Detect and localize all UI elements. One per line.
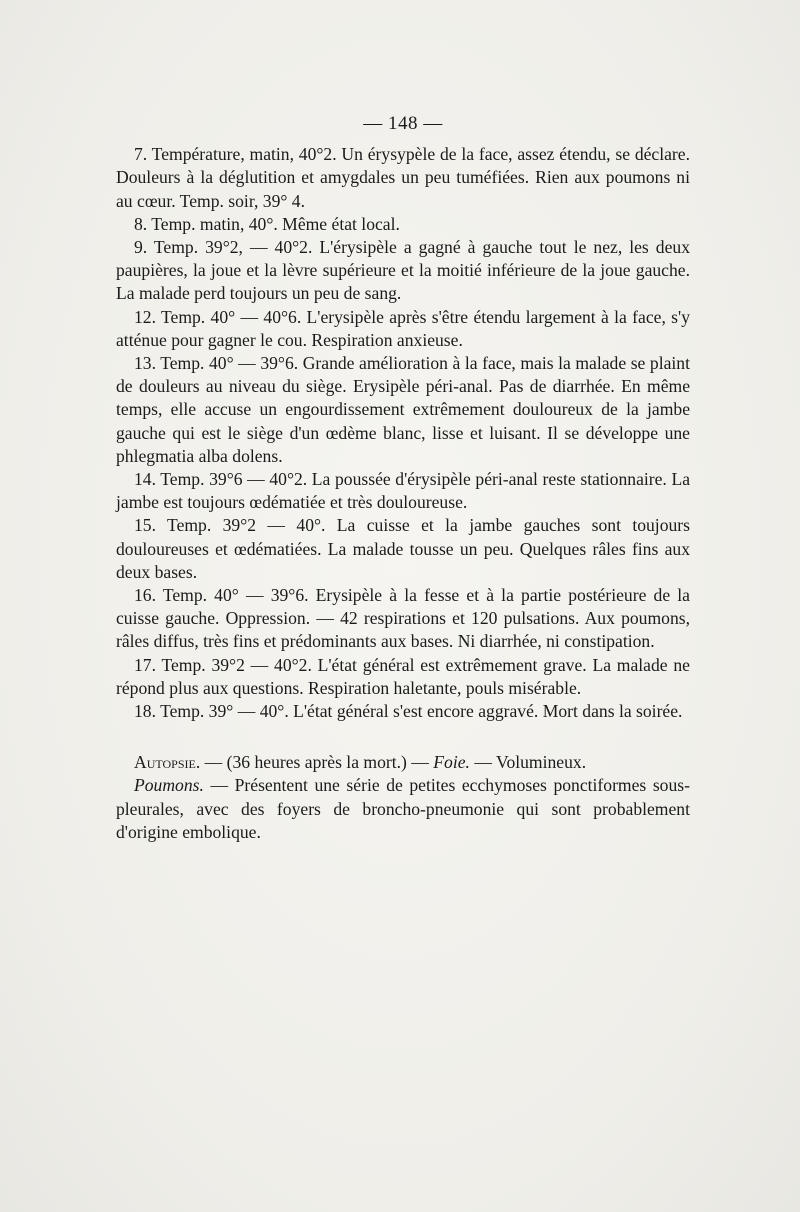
entry-day-16: 16. Temp. 40° — 39°6. Erysipèle à la fesse et à la partie postérieure de la cuisse gauche. Oppression. — 42 respirations et 120 pulsations. Aux poumons, râles diffus, très fins et prédominants aux bases. Ni diarrhée, ni constipation. [116,585,690,652]
page-number: — 148 — [363,113,443,134]
poumons-label: Poumons. [134,775,204,796]
entry-day-14: 14. Temp. 39°6 — 40°2. La poussée d'érysipèle péri-anal reste stationnaire. La jambe est toujours œdématiée et très douloureuse. [116,469,690,513]
poumons-paragraph [116,774,690,844]
entry-day-9: 9. Temp. 39°2, — 40°2. L'érysipèle a gagné à gauche tout le nez, les deux paupières, la joue et la lèvre supérieure et la moitié inférieure de la joue gauche. La malade perd toujours un peu de sang. [116,237,690,304]
entry-day-15: 15. Temp. 39°2 — 40°. La cuisse et la jambe gauches sont toujours douloureuses et œdématiées. La malade tousse un peu. Quelques râles fins aux deux bases. [116,515,690,582]
autopsy-text: — (36 heures après la mort.) — [200,752,434,773]
page-text-block [116,112,690,844]
foie-label: Foie. [433,752,470,773]
entry-day-7: 7. Température, matin, 40°2. Un érysypèle de la face, assez étendu, se déclare. Douleurs à la déglutition et amygdales un peu tuméfiées. Rien aux poumons ni au cœur. Temp. soir, 39° 4. [116,144,690,211]
autopsy-label: Autopsie. [134,752,201,773]
entry-day-8: 8. Temp. matin, 40°. Même état local. [134,213,400,234]
entry-day-18: 18. Temp. 39° — 40°. L'état général s'est encore aggravé. Mort dans la soirée. [134,701,683,722]
entry-day-13: 13. Temp. 40° — 39°6. Grande amélioration à la face, mais la malade se plaint de douleurs au niveau du siège. Erysipèle péri-anal. Pas de diarrhée. En même temps, elle accuse un engourdissement extrêmement douloureux de la jambe gauche qui est le siège d'un œdème blanc, lisse et luisant. Il se développe une phlegmatia alba dolens. [116,353,690,466]
entry-day-12: 12. Temp. 40° — 40°6. L'erysipèle après s'être étendu largement à la face, s'y atténue pour gagner le cou. Respiration anxieuse. [116,306,690,350]
section-gap [116,723,690,751]
foie-text: — Volumineux. [469,752,587,773]
poumons-text: — Présentent une série de petites ecchymoses ponctiformes sous-pleurales, avec des foyers de broncho-pneumonie qui sont probablement d'origine embolique. [116,775,690,842]
entry-day-17: 17. Temp. 39°2 — 40°2. L'état général est extrêmement grave. La malade ne répond plus aux questions. Respiration haletante, pouls misérable. [116,654,690,698]
autopsy-paragraph [116,751,690,774]
